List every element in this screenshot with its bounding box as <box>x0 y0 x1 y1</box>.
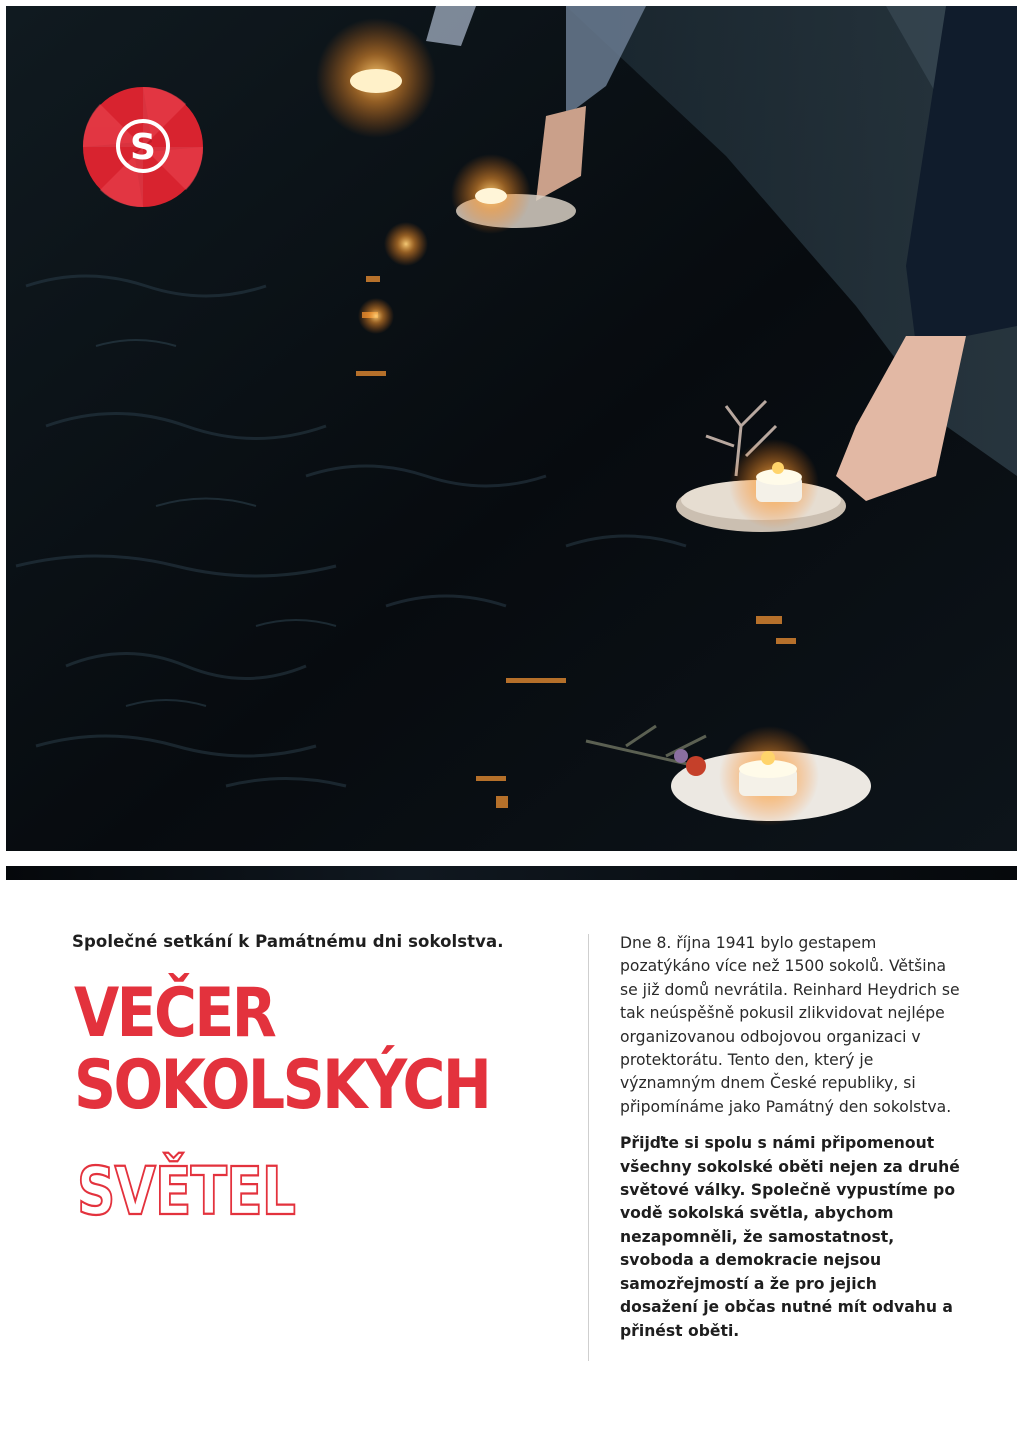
title-line-1: VEČER <box>74 974 275 1053</box>
event-title <box>74 974 504 1125</box>
title-line-3-outlined <box>75 1140 347 1230</box>
sokol-rosette-logo <box>74 82 212 212</box>
column-divider <box>588 934 589 1361</box>
title-line-3: SVĚTEL <box>77 1153 347 1230</box>
description-paragraph-1: Dne 8. října 1941 bylo gestapem pozatýkáno více než 1500 sokolů. Většina se již domů nevrátila. Reinhard Heydrich se tak neúspěšně pokusil zlikvidovat nejlépe organizovanou odbojovou organizaci v protektorátu. Tento den, který je významným dnem České republiky, si připomínáme jako Památný den sokolstva. <box>620 934 960 1116</box>
photo-bottom-strip <box>6 866 1017 880</box>
event-description <box>620 932 960 1343</box>
description-paragraph-2: Přijďte si spolu s námi připomenout všechny sokolské oběti nejen za druhé světové války. Společně vypustíme po vodě sokolská světla, abychom nezapomněli, že samostatnost, svoboda a demokracie nejsou samozřejmostí a že pro jejich dosažení je občas nutné mít odvahu a přinést oběti. <box>620 1134 960 1340</box>
logo-letter: S <box>130 127 156 168</box>
event-subtitle: Společné setkání k Památnému dni sokolstva. <box>72 932 504 951</box>
title-line-2: SOKOLSKÝCH <box>74 1046 490 1125</box>
